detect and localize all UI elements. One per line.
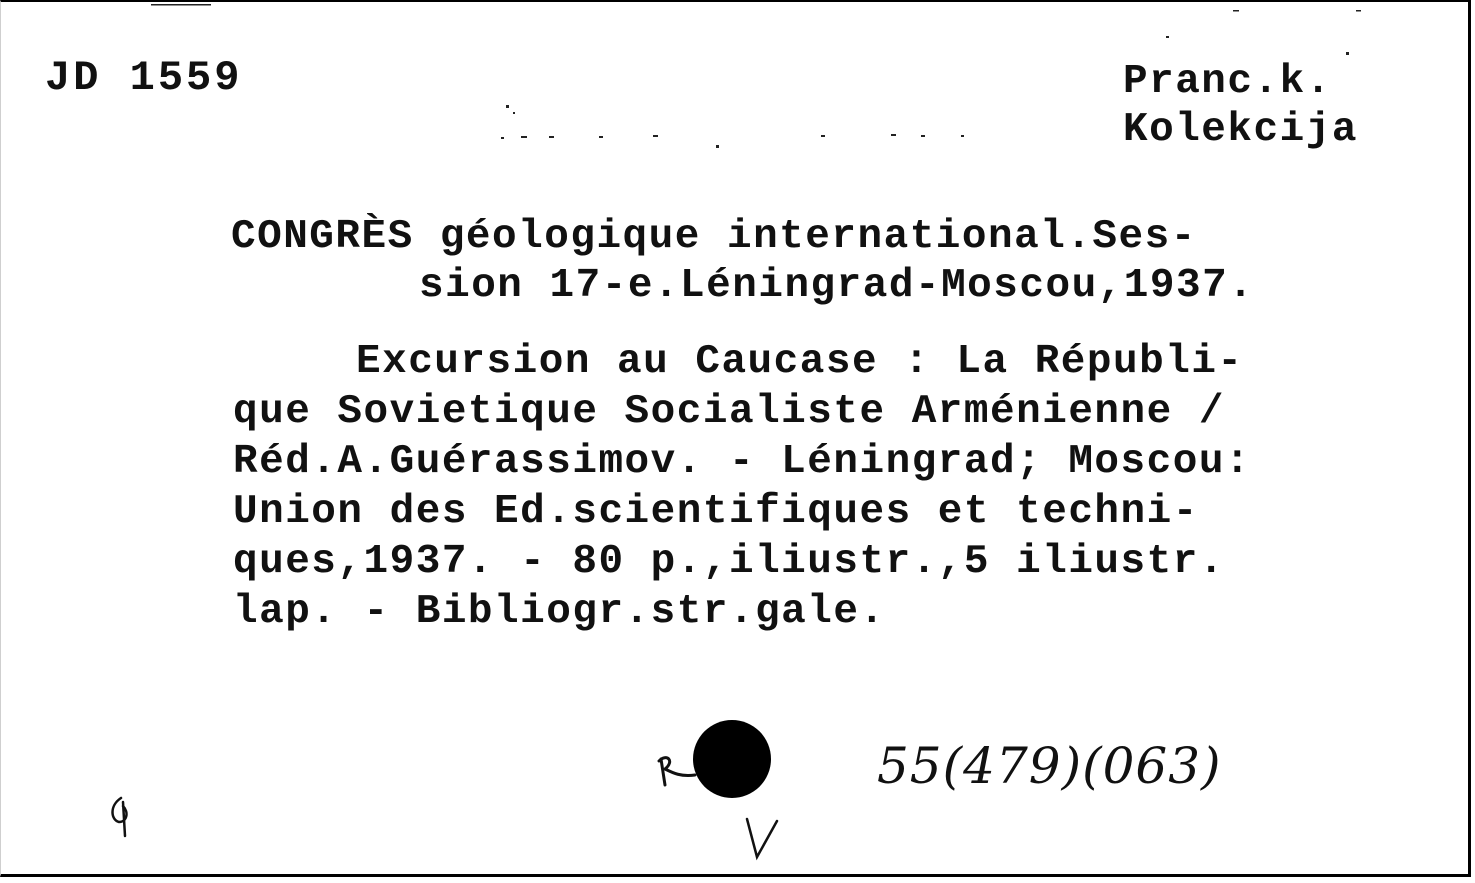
handwritten-corner-mark bbox=[101, 792, 141, 842]
description-line-3: Réd.A.Guérassimov. - Léningrad; Moscou: bbox=[233, 439, 1252, 485]
description-line-5: ques,1937. - 80 p.,iliustr.,5 iliustr. bbox=[233, 539, 1225, 585]
check-mark bbox=[739, 807, 789, 867]
description-line-6: lap. - Bibliogr.str.gale. bbox=[233, 589, 886, 635]
description-line-4: Union des Ed.scientifiques et techni- bbox=[233, 489, 1199, 535]
collection-line-1: Pranc.k. bbox=[1123, 59, 1332, 105]
heading-line-1: CONGRÈS géologique international.Ses- bbox=[231, 214, 1197, 260]
collection-line-2: Kolekcija bbox=[1123, 107, 1358, 153]
description-line-1: Excursion au Caucase : La Républi- bbox=[356, 339, 1244, 385]
filled-circle-mark bbox=[693, 720, 771, 798]
classification-number: 55(479)(063) bbox=[877, 737, 1222, 795]
description-line-2: que Sovietique Socialiste Arménienne / bbox=[233, 389, 1225, 435]
handwritten-mark-left-of-dot bbox=[651, 747, 701, 797]
heading-line-2: sion 17-e.Léningrad-Moscou,1937. bbox=[419, 263, 1255, 309]
shelf-mark: JD 1559 bbox=[45, 54, 243, 102]
